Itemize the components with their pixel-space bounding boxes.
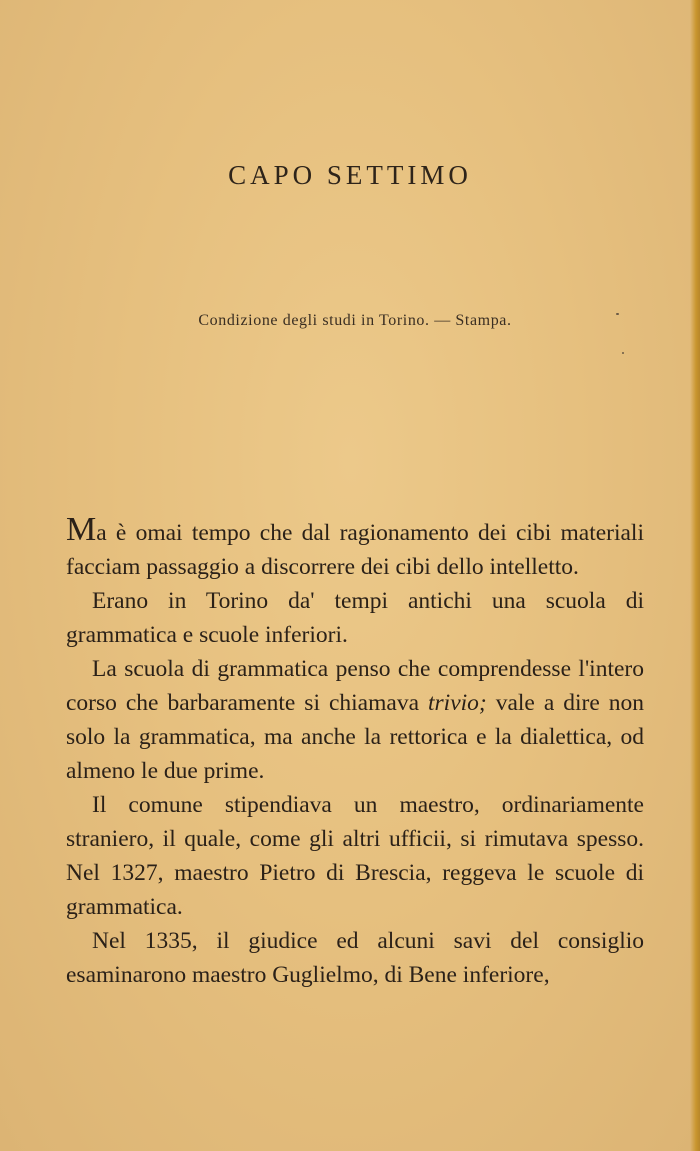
body-text <box>66 511 645 992</box>
paragraph-3 <box>66 652 644 788</box>
paragraph-4: Il comune stipendiava un maestro, ordinariamente straniero, il quale, come gli altri ufficii, si rimutava spesso. Nel 1327, maestro Pietro di Brescia, reggeva le scuole di grammatica. <box>66 792 644 920</box>
paper-speck <box>616 313 619 315</box>
paragraph-3-italic: trivio; <box>427 690 487 716</box>
paragraph-5: Nel 1335, il giudice ed alcuni savi del consiglio esaminarono maestro Guglielmo, di Bene inferiore, <box>66 928 644 988</box>
chapter-subtitle: Condizione degli studi in Torino. — Stampa. <box>198 312 512 329</box>
paper-speck <box>622 352 624 354</box>
chapter-title: CAPO SETTIMO <box>228 160 472 190</box>
paragraph-2: Erano in Torino da' tempi antichi una scuola di grammatica e scuole inferiori. <box>66 588 644 648</box>
paragraph-1-text: a è omai tempo che dal ragionamento dei cibi materiali facciam passaggio a discorrere dei cibi dello intelletto. <box>66 520 644 580</box>
drop-cap: M <box>66 511 97 548</box>
paragraph-3-text-before: La scuola di grammatica penso che comprendesse l'intero corso che barbaramente si chiamava <box>66 656 644 716</box>
paragraph-3-text-after: vale a dire non solo la grammatica, ma anche la rettorica e la dialettica, od almeno le due prime. <box>66 690 645 784</box>
paragraph-1 <box>66 511 644 584</box>
